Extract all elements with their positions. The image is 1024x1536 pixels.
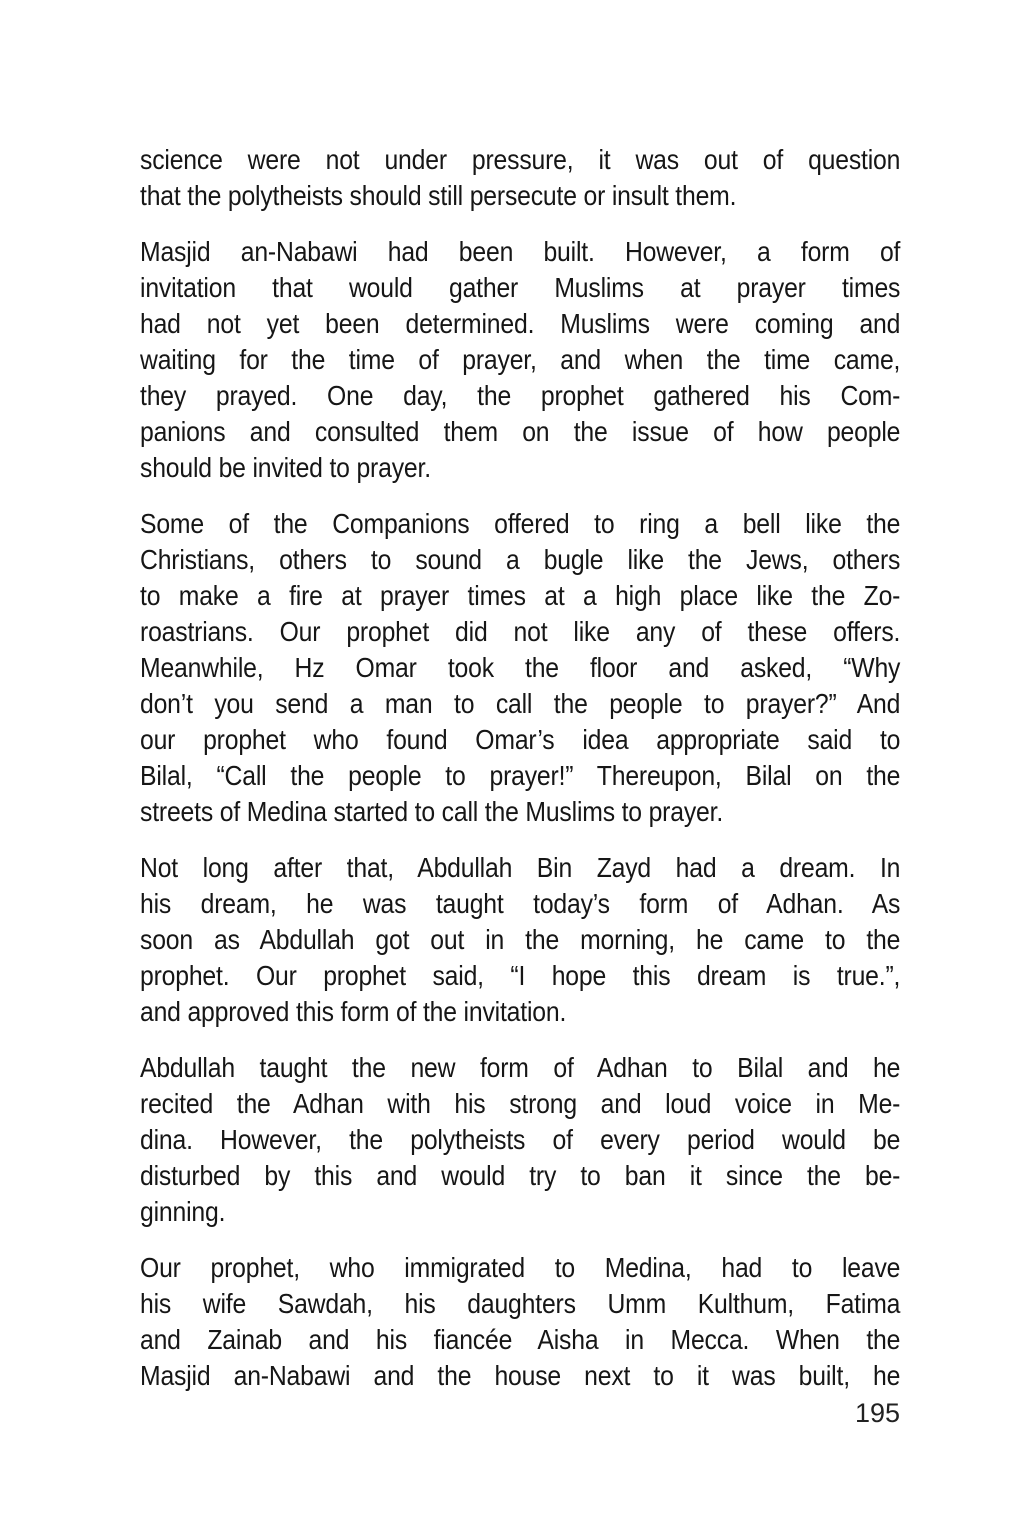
text-line: they prayed. One day, the prophet gathered his Com- <box>140 380 901 411</box>
text-line: ginning. <box>140 1196 226 1227</box>
text-line: panions and consulted them on the issue of how people <box>140 416 901 447</box>
text-line: had not yet been determined. Muslims were coming and <box>140 308 901 339</box>
text-line: should be invited to prayer. <box>140 452 431 483</box>
text-line: Some of the Companions offered to ring a bell like the <box>140 508 901 539</box>
text-line: Meanwhile, Hz Omar took the floor and asked, “Why <box>140 652 901 683</box>
paragraph <box>140 1250 900 1394</box>
text-line: don’t you send a man to call the people to prayer?” And <box>140 688 901 719</box>
text-line: Abdullah taught the new form of Adhan to Bilal and he <box>140 1052 901 1083</box>
page-number: 195 <box>854 1398 900 1428</box>
text-line: soon as Abdullah got out in the morning, he came to the <box>140 924 901 955</box>
paragraph <box>140 142 900 214</box>
text-line: and approved this form of the invitation. <box>140 996 567 1027</box>
text-line: recited the Adhan with his strong and loud voice in Me- <box>140 1088 901 1119</box>
text-line: invitation that would gather Muslims at prayer times <box>140 272 901 303</box>
text-line: that the polytheists should still persecute or insult them. <box>140 180 737 211</box>
paragraph <box>140 850 900 1030</box>
text-line: Masjid an-Nabawi and the house next to it was built, he <box>140 1360 901 1391</box>
text-line: Masjid an-Nabawi had been built. However, a form of <box>140 236 901 267</box>
text-line: dina. However, the polytheists of every period would be <box>140 1124 901 1155</box>
text-line: his dream, he was taught today’s form of Adhan. As <box>140 888 901 919</box>
text-line: and Zainab and his fiancée Aisha in Mecca. When the <box>140 1324 901 1355</box>
text-line: disturbed by this and would try to ban it since the be- <box>140 1160 901 1191</box>
paragraph <box>140 234 900 486</box>
text-line: to make a fire at prayer times at a high place like the Zo- <box>140 580 901 611</box>
text-block <box>140 142 900 1414</box>
text-line: prophet. Our prophet said, “I hope this dream is true.”, <box>140 960 901 991</box>
text-line: streets of Medina started to call the Muslims to prayer. <box>140 796 724 827</box>
text-line: Not long after that, Abdullah Bin Zayd had a dream. In <box>140 852 901 883</box>
text-line: waiting for the time of prayer, and when the time came, <box>140 344 901 375</box>
text-line: roastrians. Our prophet did not like any of these offers. <box>140 616 901 647</box>
text-line: science were not under pressure, it was out of question <box>140 144 901 175</box>
text-line: Christians, others to sound a bugle like the Jews, others <box>140 544 901 575</box>
paragraph <box>140 1050 900 1230</box>
text-line: our prophet who found Omar’s idea appropriate said to <box>140 724 901 755</box>
text-line: Bilal, “Call the people to prayer!” Thereupon, Bilal on the <box>140 760 901 791</box>
paragraph <box>140 506 900 830</box>
text-line: his wife Sawdah, his daughters Umm Kulthum, Fatima <box>140 1288 901 1319</box>
text-line: Our prophet, who immigrated to Medina, had to leave <box>140 1252 901 1283</box>
